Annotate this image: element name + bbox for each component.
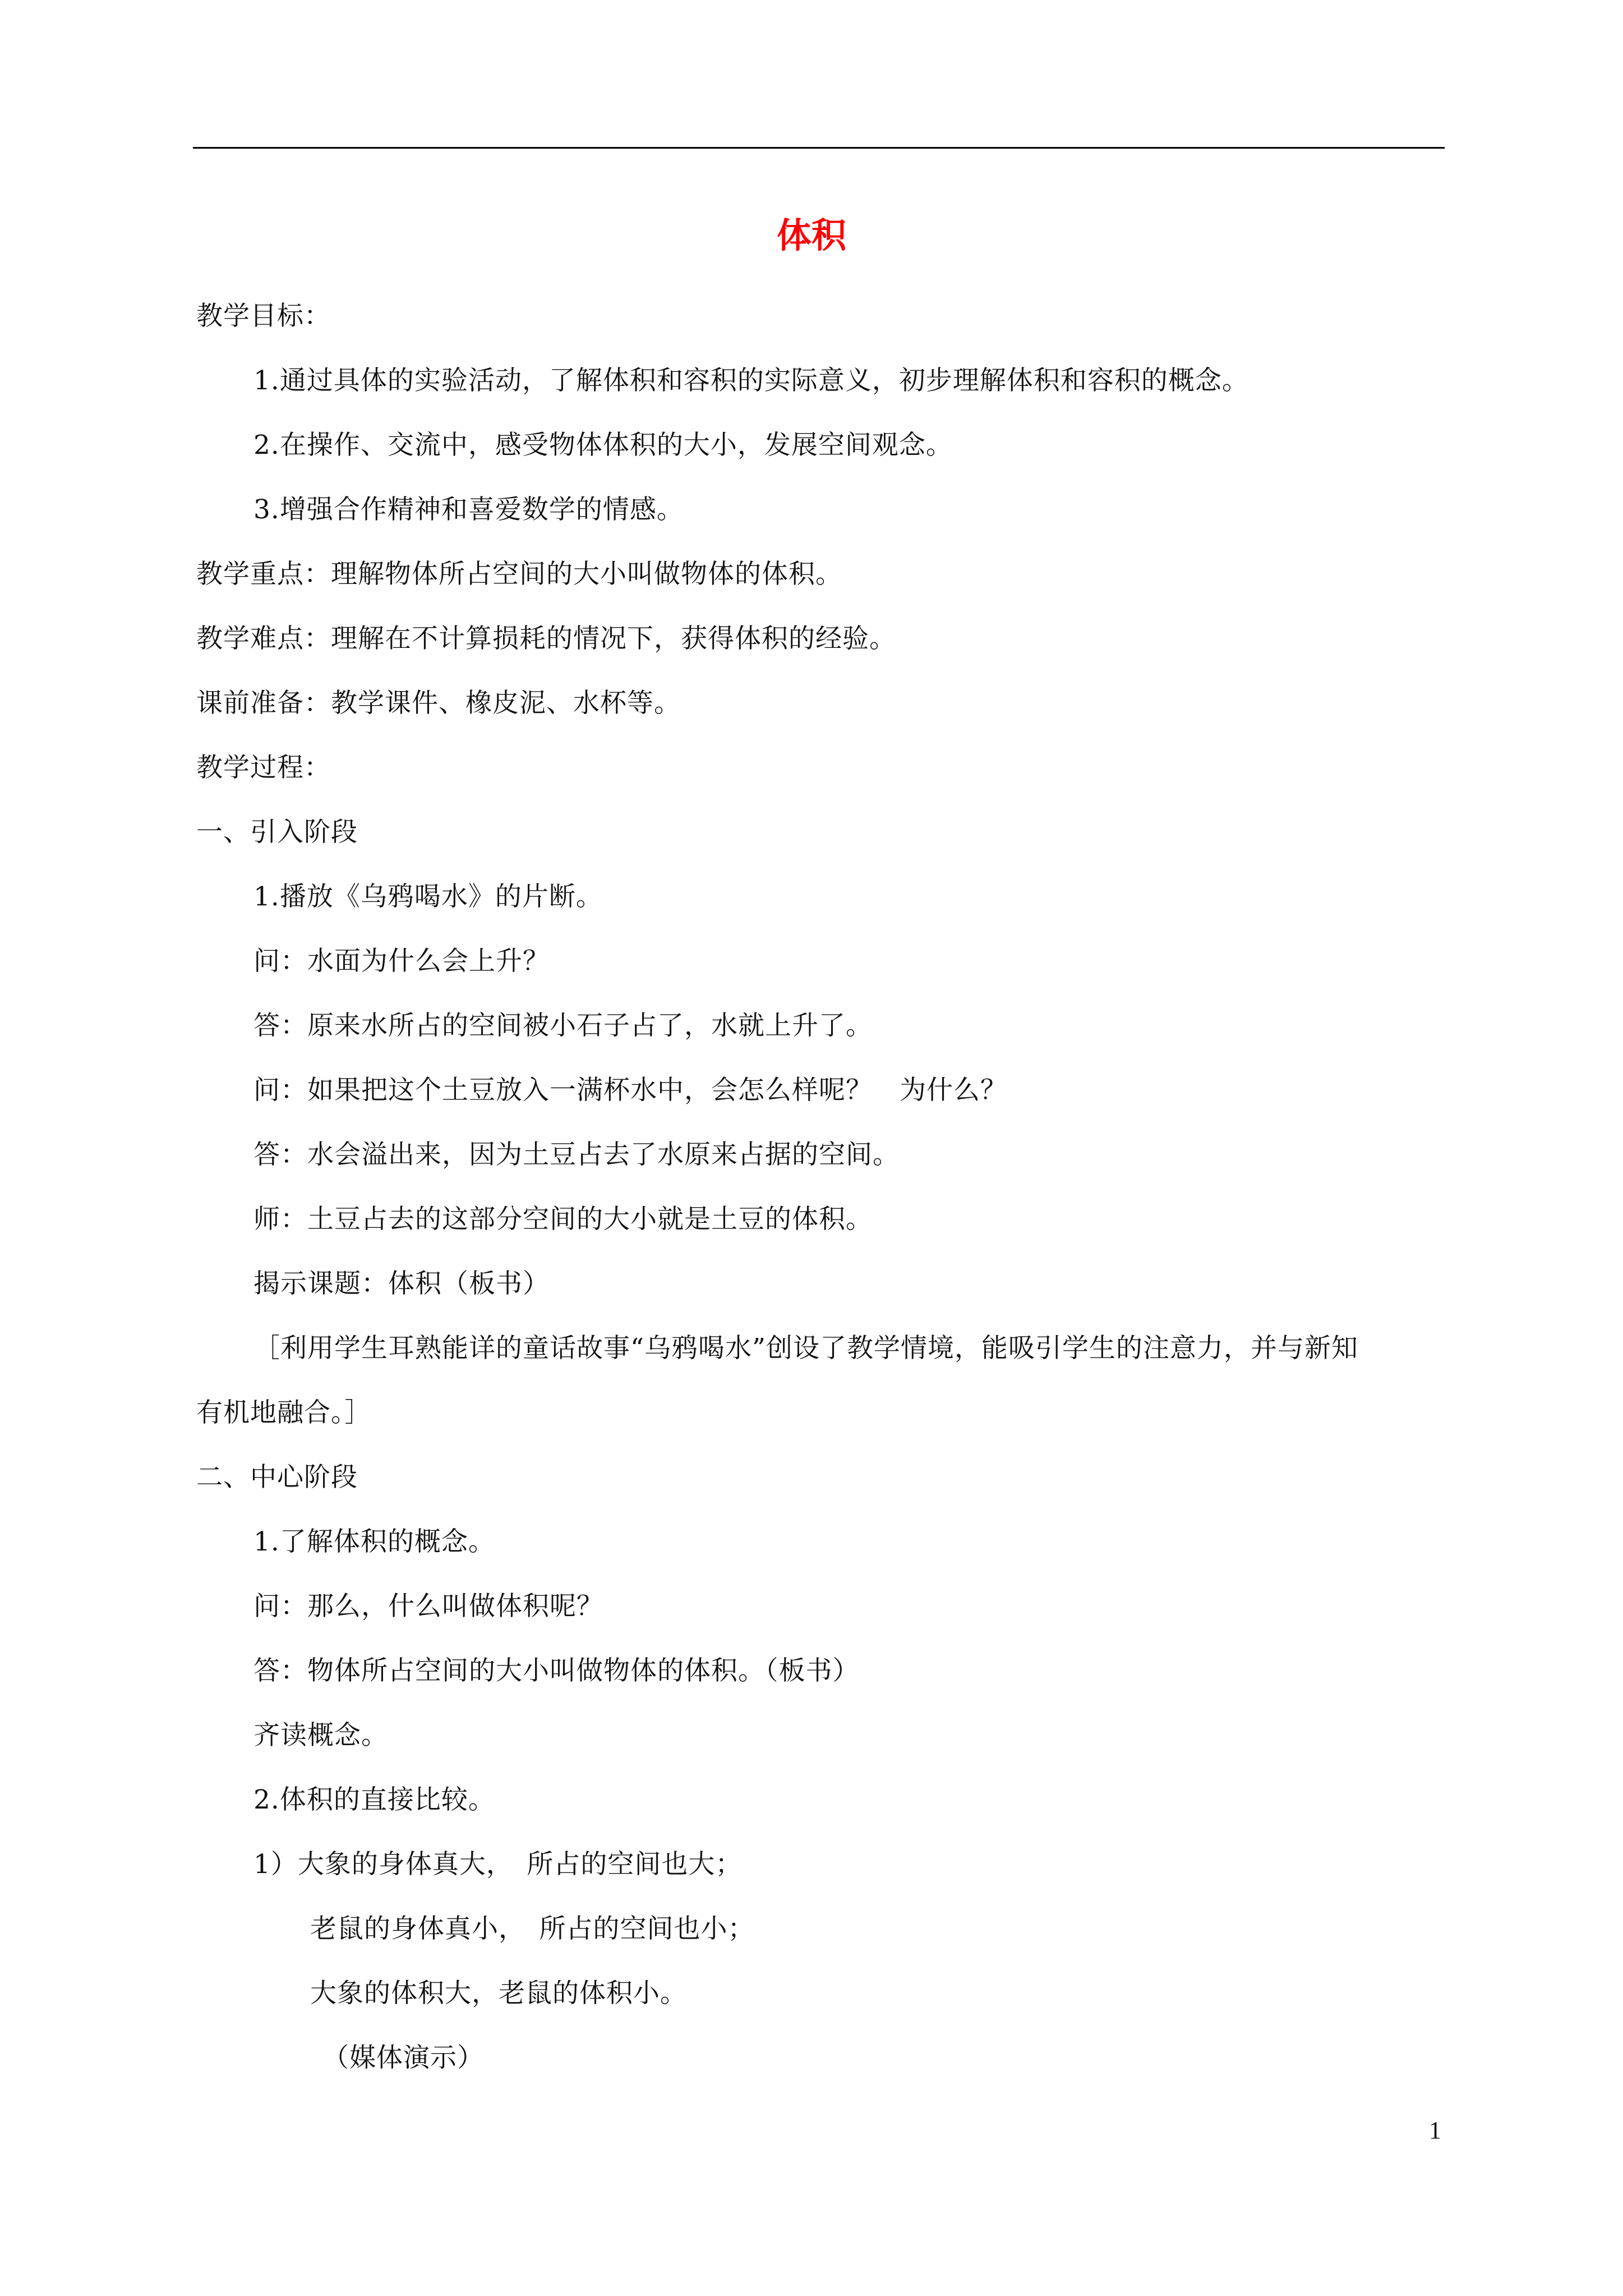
paragraph-line: 老鼠的身体真小， 所占的空间也小； bbox=[310, 1913, 755, 1944]
annotation-line: ［利用学生耳熟能详的童话故事“乌鸦喝水”创设了教学情境，能吸引学生的注意力，并与新知 bbox=[253, 1333, 1359, 1364]
header-rule bbox=[193, 147, 1445, 149]
paragraph-line: 大象的体积大，老鼠的体积小。 bbox=[310, 1978, 687, 2009]
document-title: 体积 bbox=[776, 215, 846, 256]
paragraph-line: 问：水面为什么会上升？ bbox=[253, 946, 550, 977]
annotation-line-continued: 有机地融合。］ bbox=[196, 1397, 372, 1428]
section-heading-center: 二、中心阶段 bbox=[196, 1462, 358, 1493]
preparation-line: 课前准备：教学课件、橡皮泥、水杯等。 bbox=[196, 688, 681, 719]
paragraph-line: 1.了解体积的概念。 bbox=[253, 1526, 495, 1557]
paragraph-line: 师：土豆占去的这部分空间的大小就是土豆的体积。 bbox=[253, 1204, 873, 1235]
paragraph-line: 问：如果把这个土豆放入一满杯水中，会怎么样呢？ 为什么？ bbox=[253, 1075, 1007, 1106]
objective-item-3: 3.增强合作精神和喜爱数学的情感。 bbox=[253, 494, 684, 525]
paragraph-line: 问：那么，什么叫做体积呢？ bbox=[253, 1591, 603, 1622]
paragraph-line: 齐读概念。 bbox=[253, 1720, 388, 1751]
objective-item-2: 2.在操作、交流中，感受物体体积的大小，发展空间观念。 bbox=[253, 430, 953, 461]
objective-item-1: 1.通过具体的实验活动，了解体积和容积的实际意义，初步理解体积和容积的概念。 bbox=[253, 365, 1249, 396]
section-label-process: 教学过程： bbox=[196, 752, 331, 783]
paragraph-line: 答：原来水所占的空间被小石子占了，水就上升了。 bbox=[253, 1010, 873, 1041]
section-heading-intro: 一、引入阶段 bbox=[196, 817, 358, 848]
paragraph-line: 答：物体所占空间的大小叫做物体的体积。（板书） bbox=[253, 1655, 860, 1686]
paragraph-line: 揭示课题：体积（板书） bbox=[253, 1268, 550, 1299]
key-point-line: 教学重点：理解物体所占空间的大小叫做物体的体积。 bbox=[196, 559, 842, 590]
paragraph-line: （媒体演示） bbox=[322, 2042, 484, 2073]
paragraph-line: 1）大象的身体真大， 所占的空间也大； bbox=[253, 1849, 743, 1880]
page-number: 1 bbox=[1429, 2116, 1441, 2144]
section-label-objectives: 教学目标： bbox=[196, 301, 331, 332]
paragraph-line: 2.体积的直接比较。 bbox=[253, 1784, 495, 1815]
paragraph-line: 答：水会溢出来，因为土豆占去了水原来占据的空间。 bbox=[253, 1139, 900, 1170]
paragraph-line: 1.播放《乌鸦喝水》的片断。 bbox=[253, 881, 603, 912]
difficulty-line: 教学难点：理解在不计算损耗的情况下，获得体积的经验。 bbox=[196, 623, 896, 654]
